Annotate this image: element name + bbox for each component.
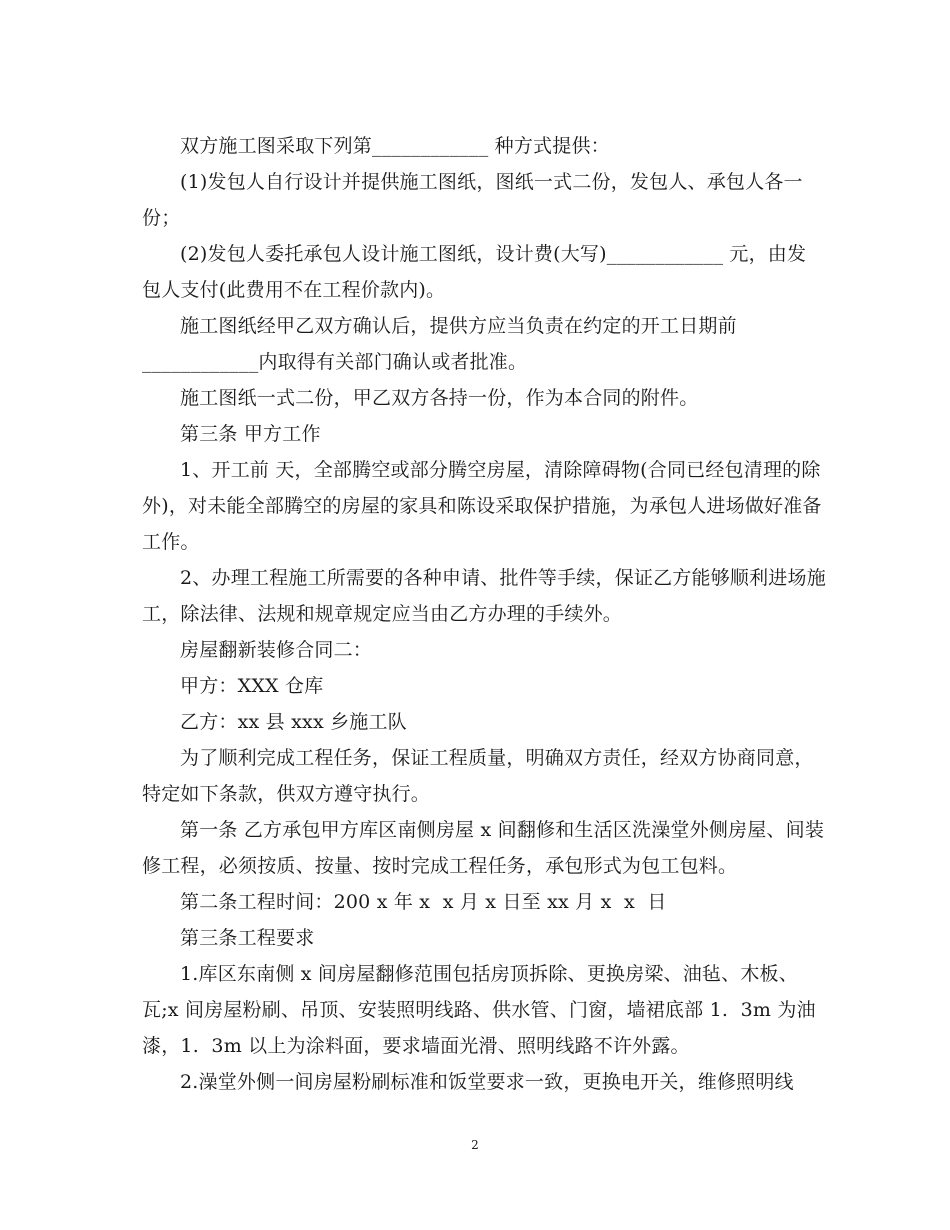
text-line: 施工图纸经甲乙双方确认后，提供方应当负责在约定的开工日期前 <box>180 315 737 337</box>
text-line: 外)，对未能全部腾空的房屋的家具和陈设采取保护措施，为承包人进场做好准备 <box>142 495 822 517</box>
text-line: 第一条 乙方承包甲方库区南侧房屋 x 间翻修和生活区洗澡堂外侧房屋、间装 <box>180 819 825 841</box>
text-line: 双方施工图采取下列第____________ 种方式提供： <box>180 135 610 157</box>
document-body <box>142 128 826 1100</box>
text-line: 1.库区东南侧 x 间房屋翻修范围包括房顶拆除、更换房梁、油毡、木板、 <box>180 963 798 985</box>
text-line: 修工程，必须按质、按量、按时完成工程任务，承包形式为包工包料。 <box>142 855 738 877</box>
text-line: 瓦;x 间房屋粉刷、吊顶、安装照明线路、供水管、门窗，墙裙底部 1. 3m 为油 <box>142 999 816 1021</box>
text-line: (2)发包人委托承包人设计施工图纸，设计费(大写)____________ 元，由发 <box>180 243 807 265</box>
party-a: 甲方：XXX 仓库 <box>180 675 324 697</box>
text-line: 份； <box>142 207 181 229</box>
text-line: 第二条工程时间：200 x 年 x x 月 x 日至 xx 月 x x 日 <box>180 891 667 913</box>
text-line: 2、办理工程施工所需要的各种申请、批件等手续，保证乙方能够顺利进场施 <box>180 567 826 589</box>
text-line: 工，除法律、法规和规章规定应当由乙方办理的手续外。 <box>142 603 623 625</box>
text-line: ____________内取得有关部门确认或者批准。 <box>142 351 528 373</box>
section-heading: 第三条工程要求 <box>180 927 315 949</box>
page-number: 2 <box>471 1138 479 1152</box>
text-line: (1)发包人自行设计并提供施工图纸，图纸一式二份，发包人、承包人各一 <box>180 171 803 193</box>
section-heading: 第三条 甲方工作 <box>180 423 321 445</box>
contract-title: 房屋翻新装修合同二： <box>180 639 373 661</box>
text-line: 工作。 <box>142 531 200 553</box>
text-line: 为了顺利完成工程任务，保证工程质量，明确双方责任，经双方协商同意， <box>180 747 814 769</box>
text-line: 包人支付(此费用不在工程价款内)。 <box>142 279 446 301</box>
text-line: 漆，1. 3m 以上为涂料面，要求墙面光滑、照明线路不许外露。 <box>142 1035 690 1057</box>
party-b: 乙方：xx 县 xxx 乡施工队 <box>180 711 407 733</box>
text-line: 施工图纸一式二份，甲乙双方各持一份，作为本合同的附件。 <box>180 387 699 409</box>
text-line: 2.澡堂外侧一间房屋粉刷标准和饭堂要求一致，更换电开关，维修照明线 <box>180 1071 794 1093</box>
text-line: 特定如下条款，供双方遵守执行。 <box>142 783 431 805</box>
text-line: 1、开工前 天，全部腾空或部分腾空房屋，清除障碍物(合同已经包清理的除 <box>180 459 821 481</box>
